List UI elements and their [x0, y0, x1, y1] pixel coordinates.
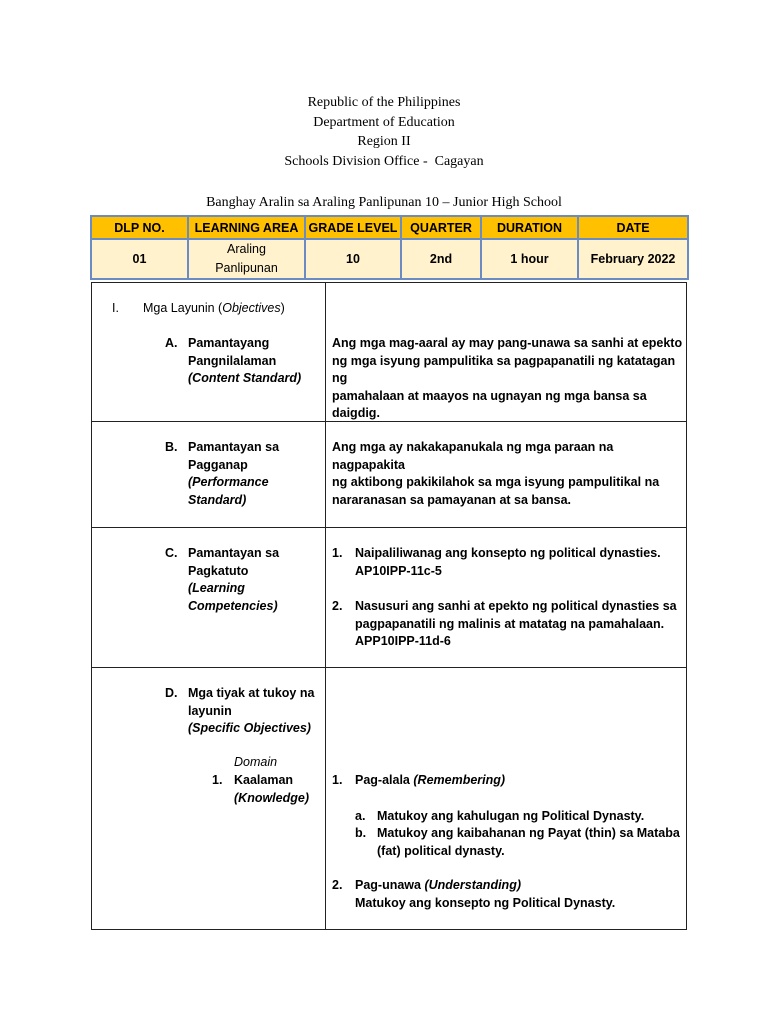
item-b-label: Pamantayan sa Pagganap (Performance Standard)	[188, 440, 280, 507]
lesson-plan-table	[91, 282, 687, 930]
row-performance-standard	[92, 422, 687, 528]
understanding-heading: Pag-unawa (Understanding)	[355, 878, 521, 892]
lesson-plan-title: Banghay Aralin sa Araling Panlipunan 10 – Junior High School	[206, 195, 562, 210]
objectives-number: I.	[112, 301, 119, 315]
row-specific-objectives	[92, 668, 687, 930]
knowledge-number: 1.	[212, 773, 223, 787]
header-line-region: Region II	[357, 134, 411, 149]
item-a-letter: A.	[165, 336, 178, 350]
knowledge-label: Kaalaman (Knowledge)	[234, 773, 309, 805]
info-header-row	[91, 216, 688, 239]
item-c-letter: C.	[165, 546, 178, 560]
header-learning-area: LEARNING AREA	[188, 216, 305, 239]
cell-content-standard-label	[92, 283, 326, 422]
value-grade-level: 10	[305, 239, 401, 279]
remembering-b-text: Matukoy ang kaibahanan ng Payat (thin) sa Mataba (fat) political dynasty.	[377, 826, 680, 858]
lesson-info-table	[90, 215, 689, 280]
objectives-heading: Mga Layunin (Objectives)	[143, 301, 285, 315]
remembering-a-letter: a.	[355, 809, 366, 823]
learning-area-line-1: Araling	[227, 242, 266, 256]
item-a-label: Pamantayang Pangnilalaman (Content Standard)	[188, 336, 302, 385]
competency-1-text: Naipaliliwanag ang konsepto ng political dynasties. AP10IPP-11c-5	[355, 546, 661, 578]
understanding-number: 2.	[332, 878, 343, 892]
performance-standard-text: Ang mga ay nakakapanukala ng mga paraan na nagpapakita ng aktibong pakikilahok sa mga isyung pampulitikal na nararanasan sa pamayanan at sa bansa.	[332, 440, 660, 507]
content-standard-text: Ang mga mag-aaral ay may pang-unawa sa sanhi at epekto ng mga isyung pampulitika sa pagpapanatili ng katatagan ng pamahalaan at maayos na ugnayan ng mga bansa sa daigdig.	[332, 336, 683, 420]
row-content-standard	[92, 283, 687, 422]
competency-2-text: Nasusuri ang sanhi at epekto ng political dynasties sa pagpapanatili ng malinis at matatag na pamahalaan. APP10IPP-11d-6	[355, 599, 677, 648]
header-grade-level: GRADE LEVEL	[305, 216, 401, 239]
cell-specific-objectives-label	[92, 668, 326, 930]
header-line-republic: Republic of the Philippines	[307, 95, 461, 110]
remembering-heading: Pag-alala (Remembering)	[355, 773, 506, 787]
learning-area-line-2: Panlipunan	[215, 261, 278, 275]
cell-specific-objectives-text	[326, 668, 687, 930]
cell-content-standard-text	[326, 283, 687, 422]
header-duration: DURATION	[481, 216, 578, 239]
understanding-text: Matukoy ang konsepto ng Political Dynasty.	[355, 895, 616, 910]
cell-learning-competencies-label	[92, 528, 326, 668]
header-dlp-no: DLP NO.	[91, 216, 188, 239]
value-date: February 2022	[578, 239, 688, 279]
competency-1-number: 1.	[332, 546, 343, 560]
item-d-letter: D.	[165, 686, 178, 700]
remembering-a-text: Matukoy ang kahulugan ng Political Dynasty.	[377, 809, 645, 823]
value-quarter: 2nd	[401, 239, 481, 279]
value-dlp-no: 01	[91, 239, 188, 279]
header-date: DATE	[578, 216, 688, 239]
item-b-letter: B.	[165, 440, 178, 454]
remembering-b-letter: b.	[355, 826, 367, 840]
document-header	[0, 93, 768, 171]
header-line-division: Schools Division Office - Cagayan	[284, 153, 484, 169]
competency-2-number: 2.	[332, 599, 343, 613]
cell-performance-standard-label	[92, 422, 326, 528]
remembering-number: 1.	[332, 773, 343, 787]
row-learning-competencies	[92, 528, 687, 668]
item-c-label: Pamantayan sa Pagkatuto (Learning Competencies)	[188, 546, 280, 613]
value-learning-area	[188, 239, 305, 279]
cell-performance-standard-text	[326, 422, 687, 528]
info-value-row	[91, 239, 688, 279]
header-quarter: QUARTER	[401, 216, 481, 239]
value-duration: 1 hour	[481, 239, 578, 279]
domain-label: Domain	[234, 755, 278, 769]
cell-learning-competencies-text	[326, 528, 687, 668]
item-d-label: Mga tiyak at tukoy na layunin (Specific Objectives)	[188, 686, 315, 735]
header-line-department: Department of Education	[313, 114, 455, 130]
understanding-block	[355, 877, 615, 912]
